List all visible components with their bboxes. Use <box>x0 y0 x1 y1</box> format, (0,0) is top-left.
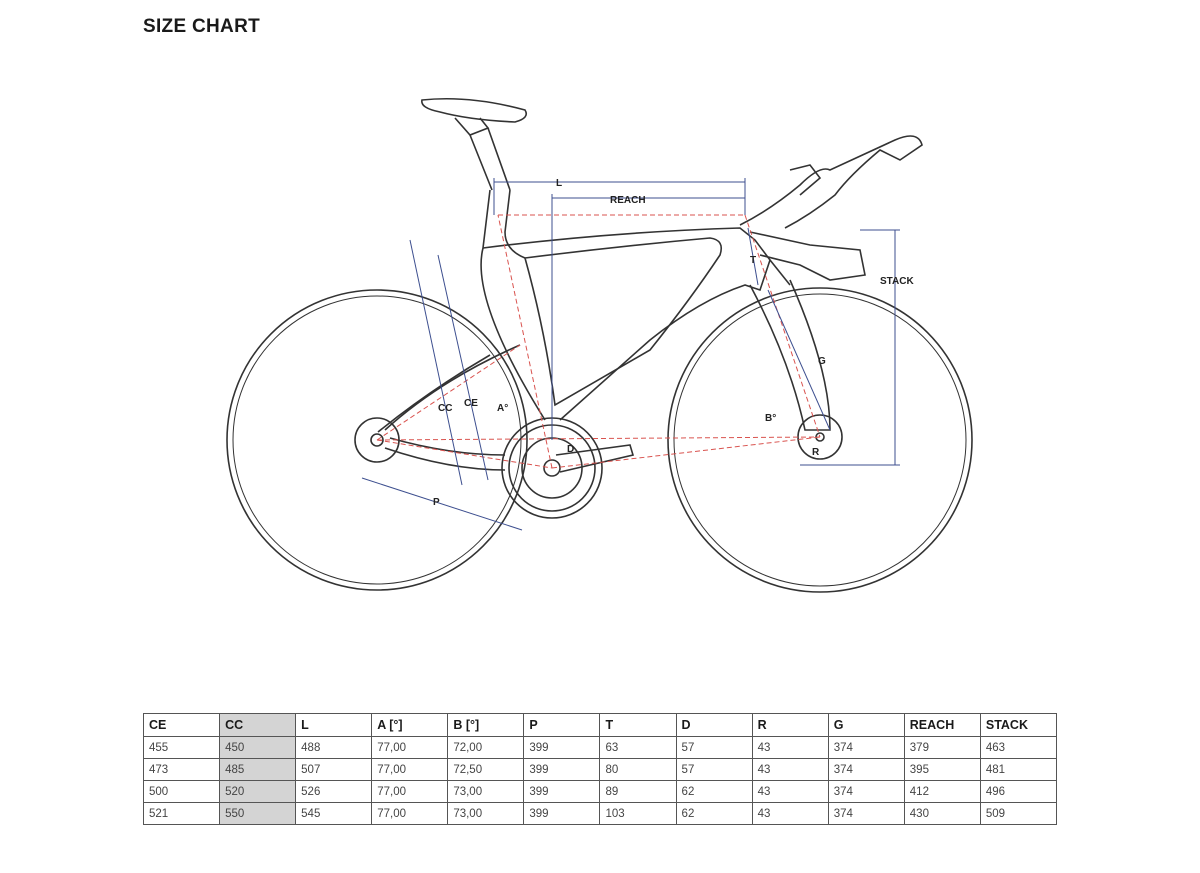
table-cell: 77,00 <box>372 803 448 825</box>
header-r: R <box>752 714 828 737</box>
table-cell: 430 <box>904 803 980 825</box>
header-t: T <box>600 714 676 737</box>
front-wheel-inner <box>674 294 966 586</box>
table-cell: 507 <box>296 759 372 781</box>
table-cell: 399 <box>524 803 600 825</box>
label-b: B° <box>765 413 777 424</box>
table-cell: 481 <box>980 759 1056 781</box>
table-cell: 63 <box>600 737 676 759</box>
label-ce: CE <box>464 398 478 409</box>
table-cell: 488 <box>296 737 372 759</box>
label-cc: CC <box>438 403 453 414</box>
label-t: T <box>750 255 757 266</box>
saddle <box>422 99 526 122</box>
table-cell: 80 <box>600 759 676 781</box>
table-cell: 521 <box>144 803 220 825</box>
header-ce: CE <box>144 714 220 737</box>
table-cell: 463 <box>980 737 1056 759</box>
frame-window <box>525 238 721 405</box>
header-d: D <box>676 714 752 737</box>
label-g: G <box>818 356 826 367</box>
table-cell: 62 <box>676 803 752 825</box>
table-cell: 73,00 <box>448 803 524 825</box>
header-cc: CC <box>220 714 296 737</box>
table-cell: 43 <box>752 803 828 825</box>
table-cell: 374 <box>828 759 904 781</box>
top-tube <box>483 228 770 420</box>
table-cell: 77,00 <box>372 737 448 759</box>
seat-tube <box>481 190 545 420</box>
table-cell: 473 <box>144 759 220 781</box>
table-cell: 500 <box>144 781 220 803</box>
table-cell: 550 <box>220 803 296 825</box>
table-cell: 374 <box>828 737 904 759</box>
table-cell: 77,00 <box>372 759 448 781</box>
label-r: R <box>812 447 820 458</box>
header-b: B [°] <box>448 714 524 737</box>
label-a: A° <box>497 403 509 414</box>
page-title: SIZE CHART <box>143 16 260 37</box>
label-stack: STACK <box>880 276 914 287</box>
header-g: G <box>828 714 904 737</box>
table-cell: 399 <box>524 759 600 781</box>
table-cell: 57 <box>676 759 752 781</box>
table-cell: 496 <box>980 781 1056 803</box>
table-cell: 545 <box>296 803 372 825</box>
table-cell: 379 <box>904 737 980 759</box>
header-l: L <box>296 714 372 737</box>
label-reach: REACH <box>610 195 646 206</box>
table-cell: 509 <box>980 803 1056 825</box>
table-cell: 374 <box>828 781 904 803</box>
table-cell: 43 <box>752 759 828 781</box>
table-row <box>144 803 1057 825</box>
table-cell: 520 <box>220 781 296 803</box>
table-body <box>144 737 1057 825</box>
table-cell: 450 <box>220 737 296 759</box>
table-cell: 73,00 <box>448 781 524 803</box>
table-cell: 43 <box>752 781 828 803</box>
table-cell: 103 <box>600 803 676 825</box>
table-header-row <box>144 714 1057 737</box>
table-cell: 43 <box>752 737 828 759</box>
table-cell: 399 <box>524 781 600 803</box>
header-p: P <box>524 714 600 737</box>
label-l: L <box>556 178 563 189</box>
table-cell: 72,50 <box>448 759 524 781</box>
aero-bars <box>740 136 922 228</box>
table-cell: 72,00 <box>448 737 524 759</box>
fork <box>750 280 830 430</box>
table-cell: 89 <box>600 781 676 803</box>
header-stack: STACK <box>980 714 1056 737</box>
label-p: P <box>433 497 440 508</box>
label-d: D <box>567 444 575 455</box>
seatpost <box>470 128 510 190</box>
header-a: A [°] <box>372 714 448 737</box>
table-cell: 455 <box>144 737 220 759</box>
table-cell: 62 <box>676 781 752 803</box>
table-cell: 374 <box>828 803 904 825</box>
table-cell: 399 <box>524 737 600 759</box>
table-cell: 485 <box>220 759 296 781</box>
table-row <box>144 737 1057 759</box>
table-cell: 77,00 <box>372 781 448 803</box>
size-chart-table <box>143 713 1057 825</box>
table-cell: 526 <box>296 781 372 803</box>
table-cell: 395 <box>904 759 980 781</box>
table-row <box>144 781 1057 803</box>
front-wheel <box>668 288 972 592</box>
table-cell: 412 <box>904 781 980 803</box>
table-cell: 57 <box>676 737 752 759</box>
seat-stay <box>385 345 520 430</box>
header-reach: REACH <box>904 714 980 737</box>
table-row <box>144 759 1057 781</box>
